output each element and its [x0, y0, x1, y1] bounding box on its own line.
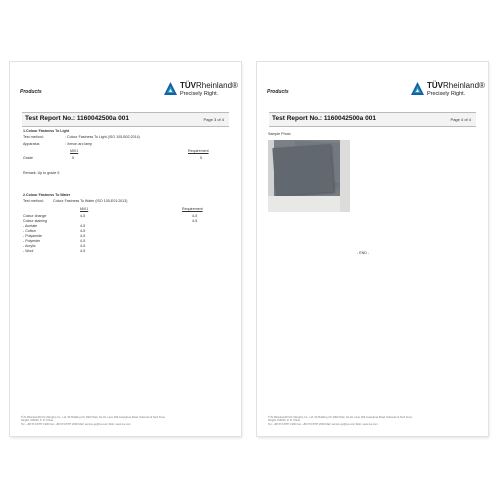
section2-method-label: Test method: — [23, 199, 44, 203]
footer-line: Tel.: +86 574 8787 1300 Fax: +86 574 8787 2000 Mail: service-gc@tuv.com Web: www.tuv.com — [21, 422, 131, 426]
report-title: Test Report No.: 1160042500a 001 — [272, 115, 376, 122]
table-row-label: - Polyamide — [23, 234, 42, 238]
page-footer — [21, 416, 230, 427]
table-row-value: 4-5 — [80, 224, 86, 228]
table-row-requirement: 4-5 — [192, 219, 198, 223]
table-row-value: 4-5 — [80, 244, 86, 248]
table-row-value: 4-5 — [80, 229, 86, 233]
end-label: - END - — [357, 251, 369, 255]
sample-photo — [268, 140, 350, 212]
table-row-label: - Acetate — [23, 224, 38, 228]
report-title-bar — [269, 112, 476, 127]
tuv-triangle-icon — [410, 81, 425, 96]
table-row-label: - Polyester — [23, 239, 41, 243]
section2-col-requirement: Requirement — [182, 207, 203, 211]
table-row-label: - Wool — [23, 249, 34, 253]
logo-brand-rest: Rheinland® — [196, 81, 238, 90]
table-row-value: 4-5 — [80, 239, 86, 243]
tuv-logo — [163, 81, 238, 101]
table-row-label: Colour staining — [23, 219, 47, 223]
page-indicator: Page 4 of 4 — [450, 116, 471, 122]
table-row-label: Colour change — [23, 214, 47, 218]
section2-col-sample: MiX1 — [80, 207, 89, 211]
footer-line: Tel.: +86 574 8787 1300 Fax: +86 574 8787 2000 Mail: service-gc@tuv.com Web: www.tuv.com — [268, 422, 378, 426]
logo-brand-bold: TÜV — [180, 81, 196, 90]
logo-tagline: Precisely Right. — [180, 91, 219, 97]
section1-apparatus-value: : Xenon arc lamp — [65, 142, 93, 146]
report-title-bar — [22, 112, 229, 127]
logo-brand-bold: TÜV — [427, 81, 443, 90]
section1-remark: Remark: Up to grade 5 — [23, 171, 60, 175]
page-indicator: Page 3 of 4 — [203, 116, 224, 122]
section1-col-requirement: Requirement — [188, 149, 209, 153]
table-row-label: - Cotton — [23, 229, 36, 233]
table-row-requirement: 4-5 — [192, 214, 198, 218]
section2-method-value: Colour Fastness To Water (ISO 105-E01:2013) — [53, 199, 128, 203]
table-row-value: 4-5 — [80, 234, 86, 238]
logo-brand-rest: Rheinland® — [443, 81, 485, 90]
section1-method-label: Test method: — [23, 135, 44, 139]
table-row-value: 4-5 — [80, 249, 86, 253]
tuv-logo — [410, 81, 485, 101]
section1-heading: 1.Colour Fastness To Light — [23, 129, 70, 133]
footer-line: TÜV Rheinland/CCIC (Ningbo) Co., Ltd. 9F Building C9, R&D Park, No.32, Lane 299 Guanghua Road, National Hi Tech Zone, — [268, 415, 413, 419]
sample-photo-label: Sample Photo — [268, 132, 291, 136]
table-row-value: 4-5 — [80, 214, 86, 218]
products-label: Products — [267, 89, 289, 95]
table-row-label: - Acrylic — [23, 244, 36, 248]
section1-grade-label: Grade — [23, 156, 33, 160]
section1-grade-value: 5 — [72, 156, 74, 160]
section1-apparatus-label: Apparatus — [23, 142, 40, 146]
section1-grade-requirement: 5 — [200, 156, 202, 160]
footer-line: TÜV Rheinland/CCIC (Ningbo) Co., Ltd. 9F Building C9, R&D Park, No.32, Lane 299 Guanghua Road, National Hi Tech Zone, — [21, 415, 166, 419]
section2-heading: 2.Colour Fastness To Water — [23, 193, 71, 197]
section1-method-value: : Colour Fastness To Light (ISO 105-B02:2014) — [65, 135, 140, 139]
report-page-3 — [10, 62, 241, 436]
section1-col-sample: MiX1 — [70, 149, 79, 153]
report-page-4 — [257, 62, 488, 436]
footer-line: Ningbo 315040, P. R. China — [21, 419, 53, 422]
page-footer — [268, 416, 477, 427]
footer-line: Ningbo 315040, P. R. China — [268, 419, 300, 422]
logo-tagline: Precisely Right. — [427, 91, 466, 97]
tuv-triangle-icon — [163, 81, 178, 96]
report-title: Test Report No.: 1160042500a 001 — [25, 115, 129, 122]
products-label: Products — [20, 89, 42, 95]
